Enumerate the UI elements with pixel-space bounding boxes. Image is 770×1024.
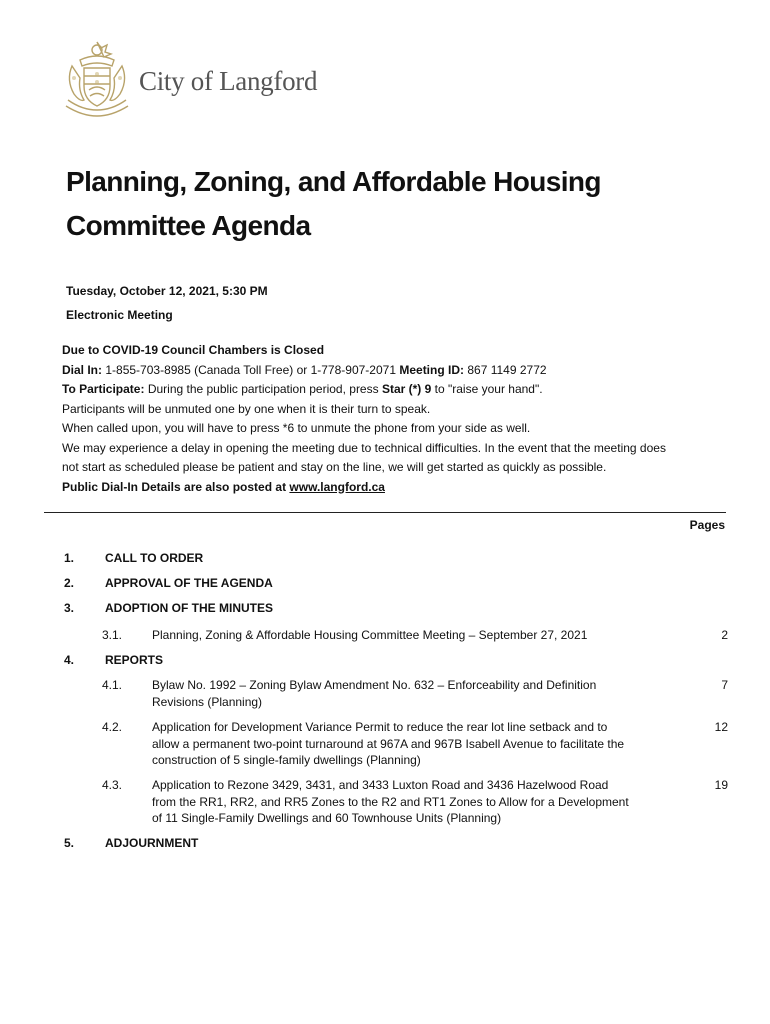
dial-in-numbers: 1-855-703-8985 (Canada Toll Free) or 1-778-907-2071 bbox=[105, 362, 396, 377]
public-text: Public Dial-In Details are also posted at bbox=[62, 479, 287, 494]
agenda-item-label: ADOPTION OF THE MINUTES bbox=[105, 601, 273, 615]
agenda-item-label: ADJOURNMENT bbox=[105, 836, 199, 850]
subitem-page: 12 bbox=[714, 720, 728, 734]
meeting-date: Tuesday, October 12, 2021, 5:30 PM bbox=[66, 284, 268, 298]
subitem-page: 7 bbox=[721, 678, 728, 692]
delay-line-1: We may experience a delay in opening the meeting due to technical difficulties. In the event that the meeting does bbox=[62, 440, 666, 455]
participate-text: During the public participation period, press bbox=[147, 382, 379, 396]
meeting-id-label: Meeting ID: bbox=[399, 362, 465, 377]
subitem-text[interactable]: Application for Development Variance Permit to reduce the rear lot line setback and to allow a permanent two-point turnaround at 967A and 967B Isabell Avenue to facilitate the construction of 5 single-family dwellings (Planning) bbox=[152, 720, 625, 767]
meeting-id: 867 1149 2772 bbox=[467, 362, 547, 377]
participate-line bbox=[62, 380, 722, 400]
agenda-item-number: 5. bbox=[64, 836, 75, 850]
subitem-text[interactable]: Planning, Zoning & Affordable Housing Committee Meeting – September 27, 2021 bbox=[152, 628, 588, 642]
city-crest-icon bbox=[60, 38, 134, 118]
subitem-text[interactable]: Application to Rezone 3429, 3431, and 3433 Luxton Road and 3436 Hazelwood Road from the RR1, RR2, and RR5 Zones to the R2 and RT1 Zones to Allow for a Development of 11 Single-Family Dwellings and 60 Townhouse Units (Planning) bbox=[152, 778, 629, 825]
website-link[interactable]: www.langford.ca bbox=[289, 479, 385, 494]
agenda-item-number: 1. bbox=[64, 551, 75, 565]
agenda-item-number: 2. bbox=[64, 576, 75, 590]
agenda-item bbox=[64, 601, 273, 615]
agenda-item-number: 4. bbox=[64, 653, 75, 667]
subitem-number: 4.2. bbox=[102, 720, 123, 734]
page-title: Planning, Zoning, and Affordable Housing Committee Agenda bbox=[66, 166, 601, 241]
public-line bbox=[62, 478, 722, 498]
divider bbox=[44, 512, 726, 513]
dial-in-label: Dial In: bbox=[62, 362, 103, 377]
subitem-page: 19 bbox=[714, 778, 728, 792]
closed-notice: Due to COVID-19 Council Chambers is Closed bbox=[62, 343, 325, 357]
dial-in-line bbox=[62, 361, 722, 381]
participate-label: To Participate: bbox=[62, 382, 145, 396]
agenda-item bbox=[64, 836, 198, 850]
subitem-number: 4.1. bbox=[102, 678, 123, 692]
unmute-line: Participants will be unmuted one by one when it is their turn to speak. bbox=[62, 401, 431, 416]
agenda-item-label: REPORTS bbox=[105, 653, 164, 667]
dial-in-info bbox=[62, 341, 722, 497]
agenda-item-label: CALL TO ORDER bbox=[105, 551, 204, 565]
agenda-item-label: APPROVAL OF THE AGENDA bbox=[105, 576, 273, 590]
participate-key: Star (*) 9 bbox=[381, 382, 432, 396]
agenda-item bbox=[64, 653, 163, 667]
participate-text-end: to "raise your hand". bbox=[434, 382, 543, 396]
subitem-number: 4.3. bbox=[102, 778, 123, 792]
subitem-page: 2 bbox=[721, 628, 728, 642]
subitem-number: 3.1. bbox=[102, 628, 123, 642]
agenda-item-number: 3. bbox=[64, 601, 75, 615]
agenda-item bbox=[64, 576, 273, 590]
org-name: City of Langford bbox=[139, 66, 318, 96]
subitem-text[interactable]: Bylaw No. 1992 – Zoning Bylaw Amendment No. 632 – Enforceability and Definition Revisions (Planning) bbox=[152, 678, 597, 709]
meeting-type: Electronic Meeting bbox=[66, 308, 173, 322]
called-line: When called upon, you will have to press *6 to unmute the phone from your side as well. bbox=[62, 421, 531, 435]
agenda-item bbox=[64, 551, 203, 565]
delay-line-2: not start as scheduled please be patient and stay on the line, we will get started as quickly as possible. bbox=[62, 460, 607, 474]
pages-header: Pages bbox=[689, 518, 725, 532]
